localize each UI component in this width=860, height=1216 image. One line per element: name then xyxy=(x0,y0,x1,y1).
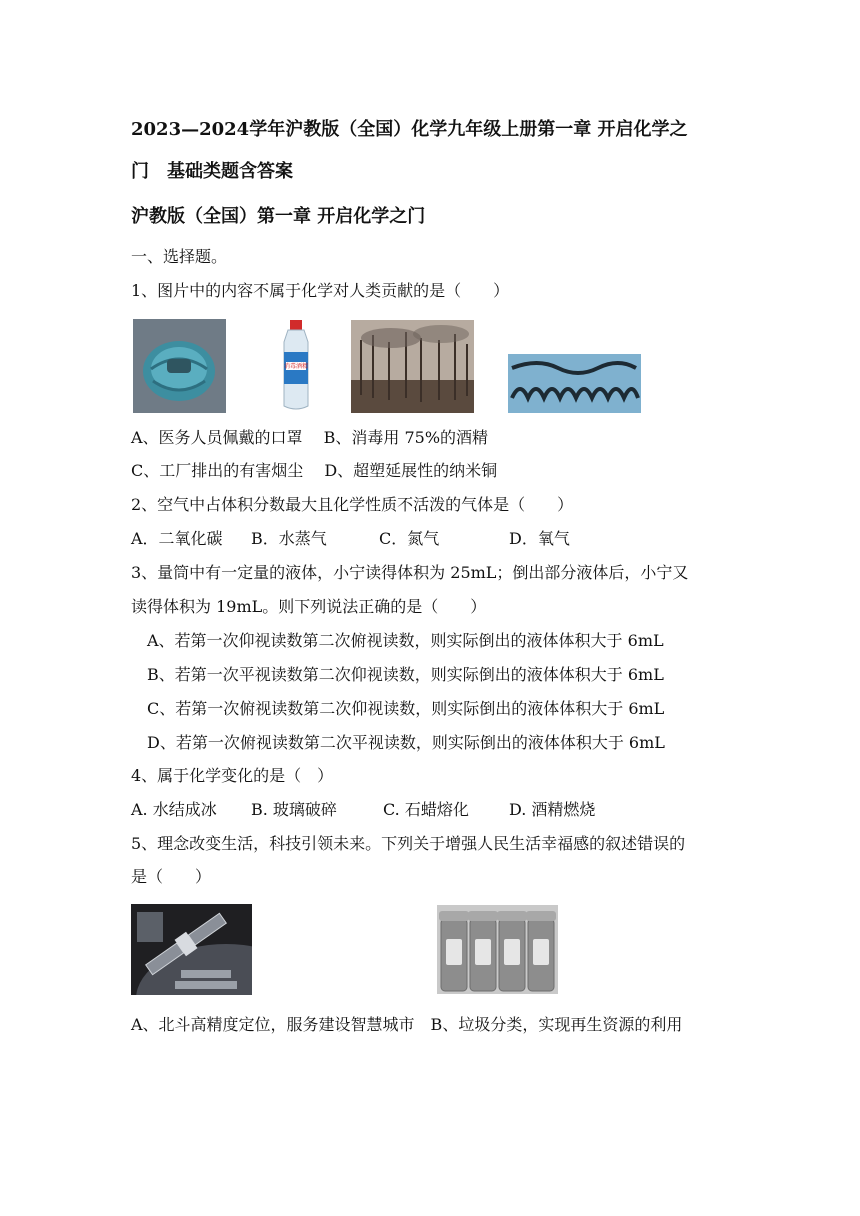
doc-title-line2: 门 基础类题含答案 xyxy=(131,161,293,182)
q4-option-c: C. 石蜡熔化 xyxy=(383,800,469,819)
q3-option-a: A、若第一次仰视读数第二次俯视读数，则实际倒出的液体体积大于 6mL xyxy=(147,631,664,650)
q3-stem-line1: 3、量筒中有一定量的液体，小宁读得体积为 25mL；倒出部分液体后，小宁又 xyxy=(131,563,689,582)
q3-option-d: D、若第一次俯视读数第二次平视读数，则实际倒出的液体体积大于 6mL xyxy=(147,733,665,752)
q4-options xyxy=(131,800,595,820)
factory-smoke-image xyxy=(351,320,474,413)
q4-option-a: A. 水结成冰 xyxy=(131,800,217,819)
q4-option-b: B. 玻璃破碎 xyxy=(251,800,337,819)
alcohol-bottle-image xyxy=(266,318,326,413)
q5-stem-line1: 5、理念改变生活，科技引领未来。下列关于增强人民生活幸福感的叙述错误的 xyxy=(131,834,686,853)
q3-stem-line2: 读得体积为 19mL。则下列说法正确的是（ ） xyxy=(131,597,487,616)
q5-stem-line2: 是（ ） xyxy=(131,867,212,886)
doc-title-line1: 2023—2024学年沪教版（全国）化学九年级上册第一章 开启化学之 xyxy=(131,119,688,140)
q5-options-row1: A、北斗高精度定位，服务建设智慧城市 B、垃圾分类，实现再生资源的利用 xyxy=(131,1015,683,1034)
q2-option-c: C．氮气 xyxy=(379,529,440,548)
q3-option-c: C、若第一次俯视读数第二次仰视读数，则实际倒出的液体体积大于 6mL xyxy=(147,699,665,718)
doc-subtitle: 沪教版（全国）第一章 开启化学之门 xyxy=(131,206,426,227)
nano-copper-image xyxy=(508,354,641,413)
q2-option-a: A．二氧化碳 xyxy=(131,529,223,548)
q2-option-b: B．水蒸气 xyxy=(251,529,327,548)
q4-option-d: D. 酒精燃烧 xyxy=(509,800,596,819)
beidou-satellite-image xyxy=(131,904,252,995)
q1-options-row1: A、医务人员佩戴的口罩 B、消毒用 75%的酒精 xyxy=(131,428,489,447)
q3-option-b: B、若第一次平视读数第二次仰视读数，则实际倒出的液体体积大于 6mL xyxy=(147,665,664,684)
q1-options-row2: C、工厂排出的有害烟尘 D、超塑延展性的纳米铜 xyxy=(131,461,498,480)
section-heading: 一、选择题。 xyxy=(131,247,228,266)
garbage-bins-image xyxy=(437,905,558,994)
q2-option-d: D．氧气 xyxy=(509,529,570,548)
q2-options xyxy=(131,529,570,549)
q1-stem: 1、图片中的内容不属于化学对人类贡献的是（ ） xyxy=(131,281,510,300)
mask-image xyxy=(133,319,226,413)
bottle-label: 消毒酒精 xyxy=(283,363,309,370)
q4-stem: 4、属于化学变化的是（ ） xyxy=(131,766,334,785)
q2-stem: 2、空气中占体积分数最大且化学性质不活泼的气体是（ ） xyxy=(131,495,574,514)
